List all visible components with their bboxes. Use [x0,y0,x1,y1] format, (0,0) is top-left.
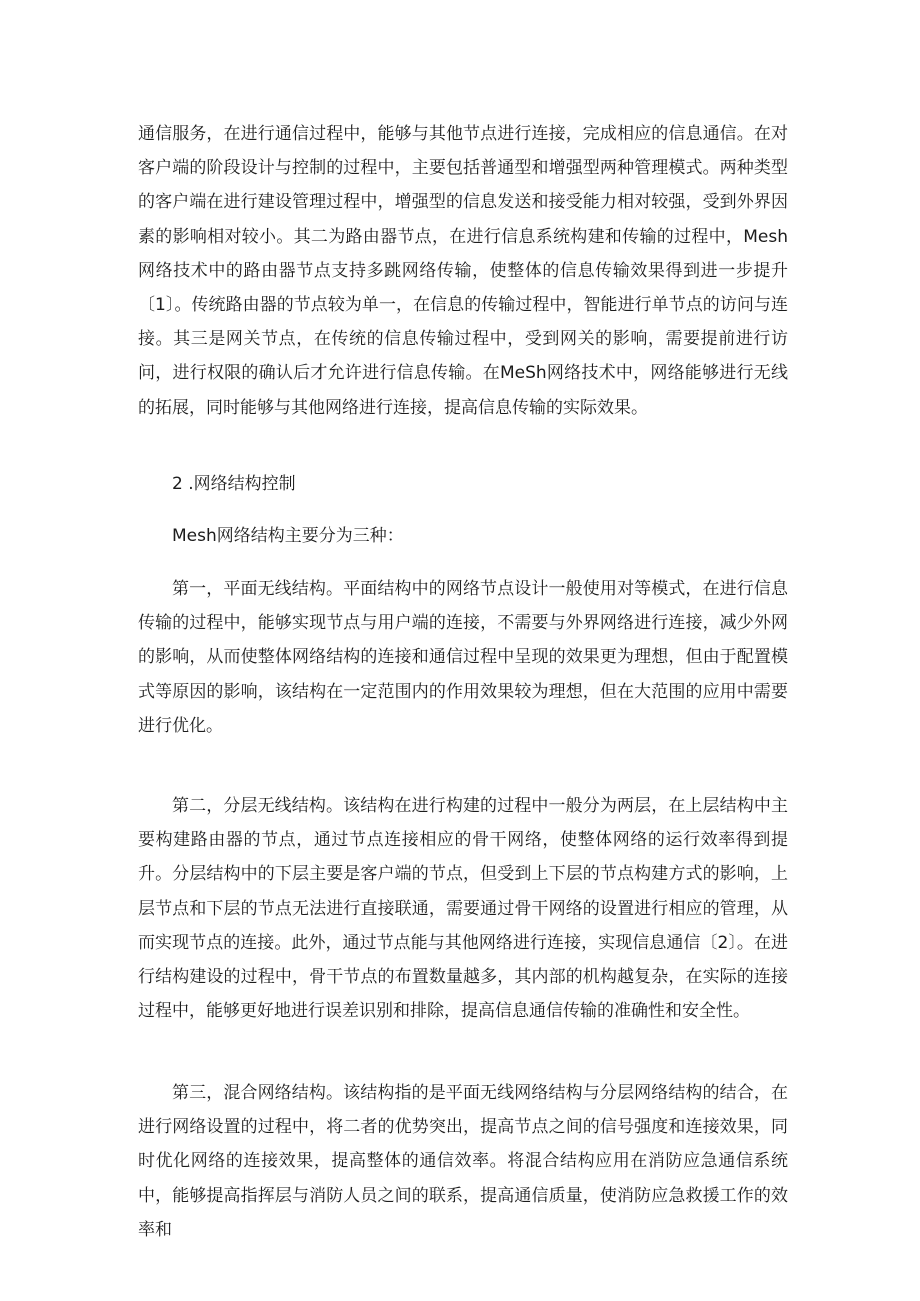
intro-line: Mesh网络结构主要分为三种： [172,526,404,546]
section-heading: 2 .网络结构控制 [172,474,296,494]
paragraph-node-types: 通信服务，在进行通信过程中，能够与其他节点进行连接，完成相应的信息通信。在对客户端的阶段设计与控制的过程中，主要包括普通型和增强型两种管理模式。两种类型的客户端在进行建设管理过程中，增强型的信息发送和接受能力相对较强，受到外界因素的影响相对较小。其二为路由器节点，在进行信息系统构建和传输的过程中，Mesh网络技术中的路由器节点支持多跳网络传输，使整体的信息传输效果得到进一步提升〔1〕。传统路由器的节点较为单一，在信息的传输过程中，智能进行单节点的访问与连接。其三是网关节点，在传统的信息传输过程中，受到网关的影响，需要提前进行访问，进行权限的确认后才允许进行信息传输。在MeSh网络技术中，网络能够进行无线的拓展，同时能够与其他网络进行连接，提高信息传输的实际效果。 [138,124,788,418]
paragraph-flat-structure: 第一，平面无线结构。平面结构中的网络节点设计一般使用对等模式，在进行信息传输的过程中，能够实现节点与用户端的连接，不需要与外界网络进行连接，减少外网的影响，从而使整体网络结构的连接和通信过程中呈现的效果更为理想，但由于配置模式等原因的影响，该结构在一定范围内的作用效果较为理想，但在大范围的应用中需要进行优化。 [138,579,788,736]
paragraph-layered-structure: 第二，分层无线结构。该结构在进行构建的过程中一般分为两层，在上层结构中主要构建路由器的节点，通过节点连接相应的骨干网络，使整体网络的运行效率得到提升。分层结构中的下层主要是客户端的节点，但受到上下层的节点构建方式的影响，上层节点和下层的节点无法进行直接联通，需要通过骨干网络的设置进行相应的管理，从而实现节点的连接。此外，通过节点能与其他网络进行连接，实现信息通信〔2〕。在进行结构建设的过程中，骨干节点的布置数量越多，其内部的机构越复杂，在实际的连接过程中，能够更好地进行误差识别和排除，提高信息通信传输的准确性和安全性。 [138,796,788,1022]
paragraph-hybrid-structure: 第三，混合网络结构。该结构指的是平面无线网络结构与分层网络结构的结合，在进行网络设置的过程中，将二者的优势突出，提高节点之间的信号强度和连接效果，同时优化网络的连接效果，提高整体的通信效率。将混合结构应用在消防应急通信系统中，能够提高指挥层与消防人员之间的联系，提高通信质量，使消防应急救援工作的效率和 [138,1083,788,1240]
